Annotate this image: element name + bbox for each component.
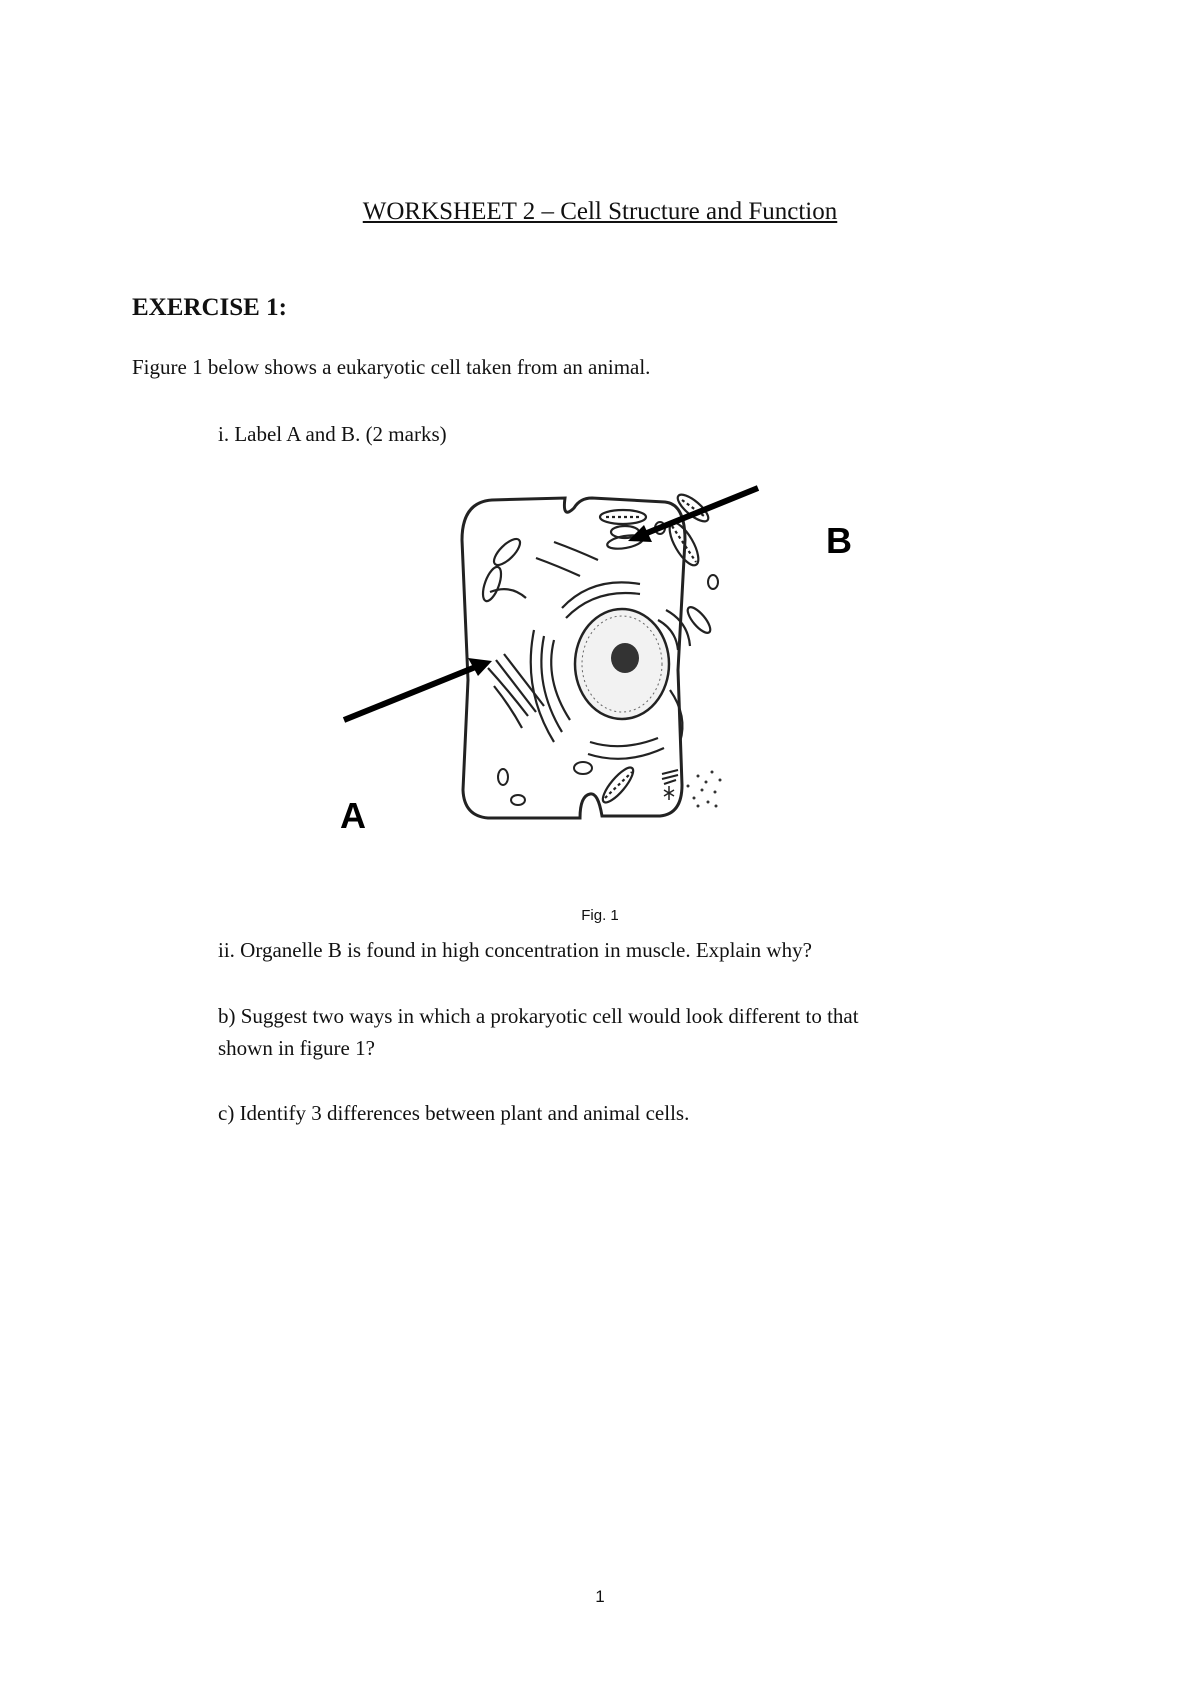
nucleus [575,609,669,719]
centriole [662,770,678,800]
intro-text: Figure 1 below shows a eukaryotic cell taken from an animal. [132,355,651,379]
arrow-a [344,658,492,720]
arrow-b [628,488,758,542]
nucleolus [611,643,639,673]
question-b-line2: shown in figure 1? [218,1036,375,1060]
question-ii: ii. Organelle B is found in high concentration in muscle. Explain why? [218,938,812,962]
label-b: B [826,520,852,561]
worksheet-title: WORKSHEET 2 – Cell Structure and Function [362,198,838,225]
page-number: 1 [595,1587,605,1606]
question-b-line1: b) Suggest two ways in which a prokaryotic cell would look different to that [218,1004,859,1028]
question-c: c) Identify 3 differences between plant and animal cells. [218,1101,690,1125]
ribosomes [687,771,722,808]
figure-caption: Fig. 1 [581,907,619,924]
question-i: i. Label A and B. (2 marks) [218,422,447,446]
label-a: A [340,795,366,836]
animal-cell-diagram [340,480,860,850]
exercise-heading: EXERCISE 1: [132,294,287,321]
